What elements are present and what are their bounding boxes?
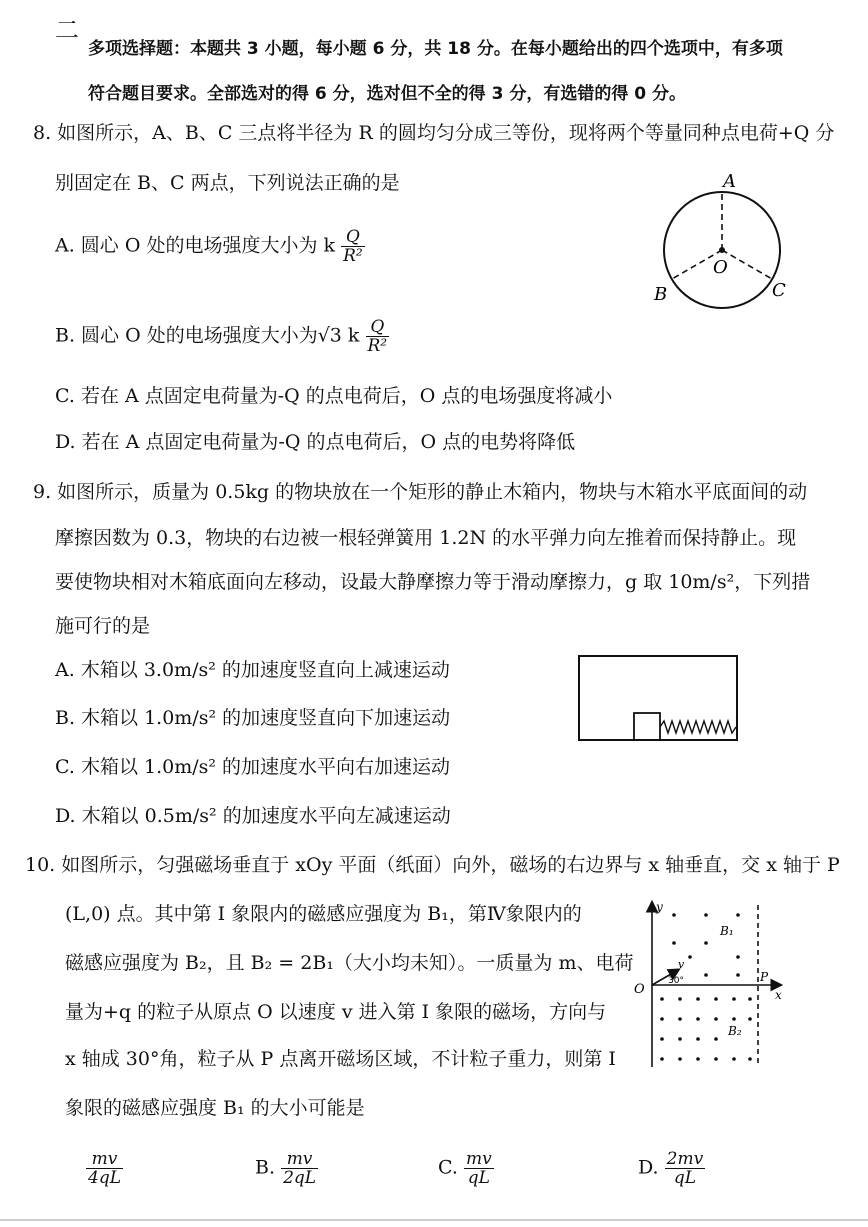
q10-stem-line3: 磁感应强度为 B₂，且 B₂ = 2B₁（大小均未知）。一质量为 m、电荷 xyxy=(65,952,634,974)
q8-option-b-denominator: R² xyxy=(367,336,388,356)
q10-field-figure xyxy=(630,895,790,1075)
q10-option-c xyxy=(438,1150,494,1187)
q8-circle-figure xyxy=(640,165,810,315)
label-c: C xyxy=(772,280,786,301)
field-dots xyxy=(660,913,752,1061)
q8-stem-line1: 8. 如图所示，A、B、C 三点将半径为 R 的圆均匀分成三等份，现将两个等量同种点电荷+Q 分 xyxy=(33,122,835,144)
block xyxy=(634,713,660,740)
q8-option-d: D. 若在 A 点固定电荷量为-Q 的点电荷后，O 点的电势将降低 xyxy=(55,431,576,453)
q10-option-b-fraction xyxy=(281,1150,318,1187)
q8-stem-line2: 别固定在 B、C 两点，下列说法正确的是 xyxy=(55,172,400,194)
q10-option-b-numerator: mv xyxy=(281,1150,318,1169)
q10-option-c-numerator: mv xyxy=(465,1149,492,1169)
q10-option-c-label: C. xyxy=(438,1156,458,1179)
section-instruction-line2: 符合题目要求。全部选对的得 6 分，选对但不全的得 3 分，有选错的得 0 分。 xyxy=(88,84,686,104)
q10-option-b-denominator: 2qL xyxy=(283,1168,317,1188)
q8-option-a-fraction xyxy=(341,228,365,265)
q8-option-a-text: A. 圆心 O 处的电场强度大小为 k xyxy=(55,234,336,257)
q10-option-d xyxy=(638,1150,705,1187)
q9-option-d: D. 木箱以 0.5m/s² 的加速度水平向左减速运动 xyxy=(55,805,451,827)
q8-option-a-denominator: R² xyxy=(343,246,363,266)
q10-option-b xyxy=(255,1150,318,1187)
q9-option-c: C. 木箱以 1.0m/s² 的加速度水平向右加速运动 xyxy=(55,756,451,778)
label-o: O xyxy=(713,257,728,278)
q10-option-c-fraction xyxy=(464,1150,494,1187)
q8-option-b-fraction xyxy=(366,318,390,355)
q8-option-c: C. 若在 A 点固定电荷量为-Q 的点电荷后，O 点的电场强度将减小 xyxy=(55,385,613,407)
q10-option-a-fraction xyxy=(86,1150,123,1187)
section-instruction-line1: 多项选择题：本题共 3 小题，每小题 6 分，共 18 分。在每小题给出的四个选项中，有多项 xyxy=(88,39,783,59)
q10-option-d-numerator: 2mv xyxy=(666,1149,704,1169)
q10-stem-line6: 象限的磁感应强度 B₁ 的大小可能是 xyxy=(65,1097,365,1119)
q10-option-a-numerator: mv xyxy=(86,1150,123,1169)
page-bottom-rule xyxy=(0,1219,868,1221)
label-v: v xyxy=(678,958,685,971)
q9-option-b: B. 木箱以 1.0m/s² 的加速度竖直向下加速运动 xyxy=(55,707,451,729)
q10-option-c-denominator: qL xyxy=(467,1168,490,1188)
label-b: B xyxy=(654,284,668,305)
label-b2: B₂ xyxy=(728,1024,742,1038)
center-point xyxy=(719,247,725,253)
label-o: O xyxy=(634,982,645,997)
label-y: y xyxy=(656,900,663,914)
q10-option-a-denominator: 4qL xyxy=(88,1168,121,1188)
q10-option-d-label: D. xyxy=(638,1156,659,1179)
q9-stem-line4: 施可行的是 xyxy=(55,615,151,637)
q9-option-a: A. 木箱以 3.0m/s² 的加速度竖直向上减速运动 xyxy=(55,659,450,681)
q10-stem-line4: 量为+q 的粒子从原点 O 以速度 v 进入第 Ⅰ 象限的磁场，方向与 xyxy=(65,1001,607,1023)
label-p: P xyxy=(760,970,769,984)
section-numeral: 二 xyxy=(55,16,79,44)
q10-option-d-fraction xyxy=(665,1150,706,1187)
q10-stem-line5: x 轴成 30°角，粒子从 P 点离开磁场区域，不计粒子重力，则第 Ⅰ xyxy=(65,1048,616,1070)
q10-stem-line2: (L,0) 点。其中第 Ⅰ 象限内的磁感应强度为 B₁，第Ⅳ象限内的 xyxy=(65,903,582,925)
q9-stem-line2: 摩擦因数为 0.3，物块的右边被一根轻弹簧用 1.2N 的水平弹力向左推着而保持静止。现 xyxy=(55,527,797,549)
q10-option-a xyxy=(86,1150,123,1187)
q8-option-b-text: B. 圆心 O 处的电场强度大小为√3 k xyxy=(55,324,360,347)
q9-stem-line1: 9. 如图所示，质量为 0.5kg 的物块放在一个矩形的静止木箱内，物块与木箱水平底面间的动 xyxy=(33,481,808,503)
q8-option-b-numerator: Q xyxy=(366,318,390,337)
spring xyxy=(660,721,736,733)
label-b1: B₁ xyxy=(720,924,734,938)
label-angle: 30° xyxy=(668,976,684,986)
label-a: A xyxy=(723,171,736,192)
q10-option-b-label: B. xyxy=(255,1156,276,1179)
radius-oc xyxy=(722,250,772,279)
q8-option-a xyxy=(55,228,365,265)
q8-option-a-numerator: Q xyxy=(341,228,365,247)
q9-stem-line3: 要使物块相对木箱底面向左移动，设最大静摩擦力等于滑动摩擦力，g 取 10m/s²，下列措 xyxy=(55,571,811,593)
q9-box-figure xyxy=(578,655,740,745)
q8-option-b xyxy=(55,318,389,355)
q10-option-d-denominator: qL xyxy=(673,1168,697,1188)
label-x: x xyxy=(775,988,782,1002)
wooden-box xyxy=(579,656,737,740)
q10-stem-line1: 10. 如图所示，匀强磁场垂直于 xOy 平面（纸面）向外，磁场的右边界与 x 轴垂直，交 x 轴于 P xyxy=(25,854,840,876)
